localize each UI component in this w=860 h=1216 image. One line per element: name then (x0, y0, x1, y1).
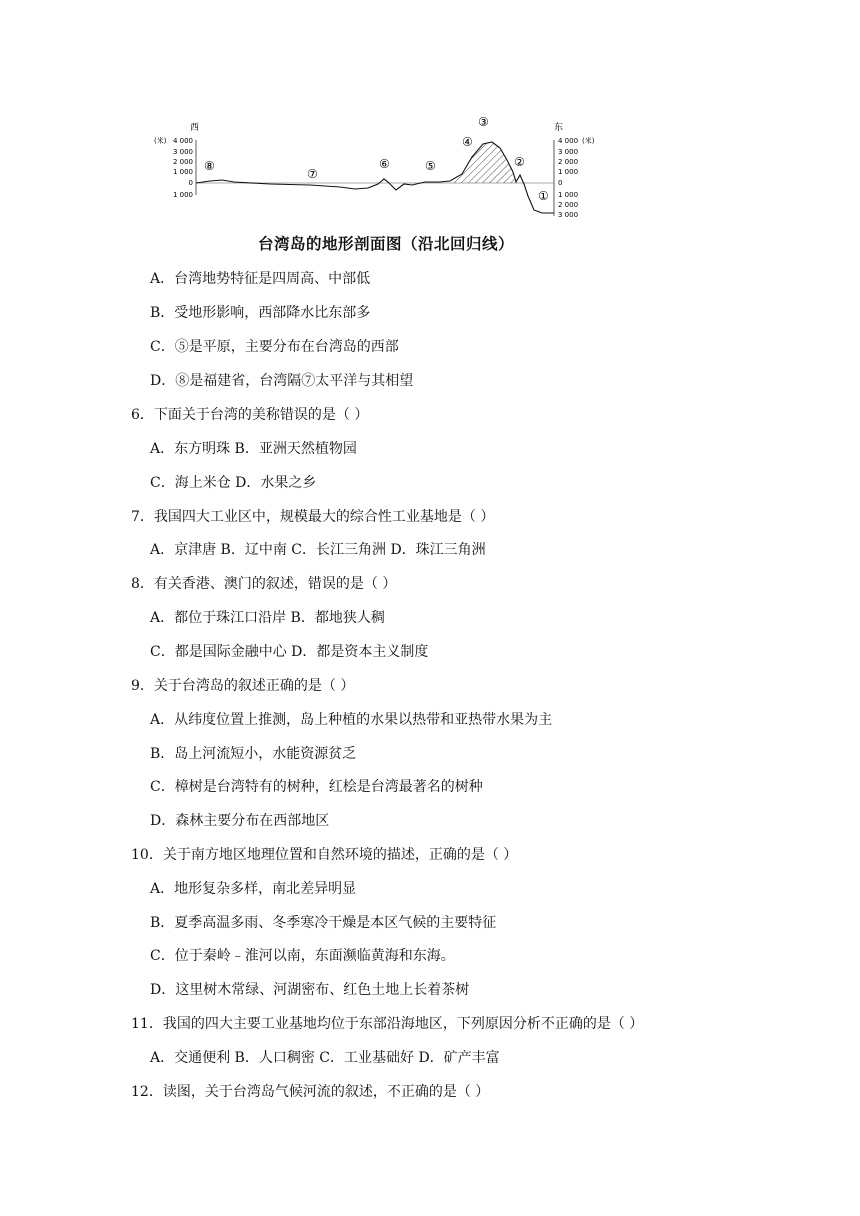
option-line: B．岛上河流短小，水能资源贫乏 (150, 746, 357, 762)
option-line: C．海上米仓 D．水果之乡 (150, 475, 317, 491)
marker-6: ⑥ (379, 157, 390, 171)
left-tick-label: 3 000 (172, 148, 193, 156)
option-line: A．地形复杂多样，南北差异明显 (150, 881, 357, 897)
marker-8: ⑧ (204, 159, 215, 173)
option-line: C．樟树是台湾特有的树种，红桧是台湾最著名的树种 (150, 779, 483, 795)
option-c (150, 338, 399, 356)
profile-chart (150, 112, 610, 232)
left-tick-label: 2 000 (172, 158, 193, 166)
circled-number: ⑧ (175, 373, 190, 389)
option-line: A．京津唐 B．辽中南 C．长江三角洲 D．珠江三角洲 (150, 542, 486, 558)
question-10: 10．关于南方地区地理位置和自然环境的描述，正确的是（ ） (131, 847, 518, 863)
option-d (150, 372, 413, 390)
question-9: 9．关于台湾岛的叙述正确的是（ ） (131, 678, 355, 694)
marker-2: ② (514, 155, 525, 169)
right-tick-label: 2 000 (558, 158, 579, 166)
left-axis-unit: (米) (154, 137, 167, 145)
right-tick-label: 3 000 (558, 148, 579, 156)
option-line: C．都是国际金融中心 D．都是资本主义制度 (150, 644, 429, 660)
option-d-text-2: 太平洋与其相望 (315, 373, 414, 389)
option-d-prefix: D． (150, 373, 176, 389)
option-d-text-1: 是福建省，台湾隔 (189, 373, 302, 389)
circled-number: ⑦ (301, 373, 316, 389)
taiwan-profile-figure (150, 112, 610, 262)
marker-1: ① (538, 189, 549, 203)
right-tick-label: 1 000 (558, 191, 579, 199)
option-c-prefix: C． (150, 339, 175, 355)
option-a: A．台湾地势特征是四周高、中部低 (150, 271, 371, 287)
left-tick-label: 4 000 (172, 137, 193, 145)
option-line: D．森林主要分布在西部地区 (150, 813, 330, 829)
figure-caption: 台湾岛的地形剖面图（沿北回归线） (257, 235, 514, 253)
option-line: A．东方明珠 B．亚洲天然植物园 (150, 441, 357, 457)
option-b: B．受地形影响，西部降水比东部多 (150, 305, 371, 321)
right-tick-label: 2 000 (558, 201, 579, 209)
option-line: A．交通便利 B．人口稠密 C．工业基础好 D．矿产丰富 (150, 1050, 500, 1066)
marker-5: ⑤ (425, 159, 436, 173)
option-line: C．位于秦岭﹣淮河以南，东面濒临黄海和东海。 (150, 948, 455, 964)
question-11: 11．我国的四大主要工业基地均位于东部沿海地区，下列原因分析不正确的是（ ） (131, 1016, 644, 1032)
east-label: 东 (554, 123, 564, 133)
left-tick-label: 1 000 (172, 168, 193, 176)
question-6: 6．下面关于台湾的美称错误的是（ ） (131, 407, 369, 423)
circled-number: ⑤ (174, 339, 189, 355)
right-tick-label: 4 000 (558, 137, 579, 145)
option-line: A．都位于珠江口沿岸 B．都地狭人稠 (150, 610, 385, 626)
option-line: B．夏季高温多雨、冬季寒冷干燥是本区气候的主要特征 (150, 915, 497, 931)
west-label: 西 (190, 123, 200, 133)
marker-7: ⑦ (307, 167, 318, 181)
question-8: 8．有关香港、澳门的叙述，错误的是（ ） (131, 576, 397, 592)
left-tick-label: 1 000 (172, 191, 193, 199)
right-tick-label: 3 000 (558, 211, 579, 219)
question-7: 7．我国四大工业区中，规模最大的综合性工业基地是（ ） (131, 509, 495, 525)
option-line: A．从纬度位置上推测，岛上种植的水果以热带和亚热带水果为主 (150, 712, 553, 728)
left-tick-label: 0 (188, 179, 193, 187)
marker-4: ④ (462, 135, 473, 149)
question-12: 12．读图，关于台湾岛气候河流的叙述，不正确的是（ ） (131, 1084, 490, 1100)
right-tick-label: 1 000 (558, 168, 579, 176)
option-line: D．这里树木常绿、河湖密布、红色土地上长着茶树 (150, 982, 470, 998)
option-c-text: 是平原，主要分布在台湾岛的西部 (188, 339, 399, 355)
marker-3: ③ (478, 115, 489, 129)
right-axis-unit: (米) (582, 137, 595, 145)
right-tick-label: 0 (558, 179, 563, 187)
